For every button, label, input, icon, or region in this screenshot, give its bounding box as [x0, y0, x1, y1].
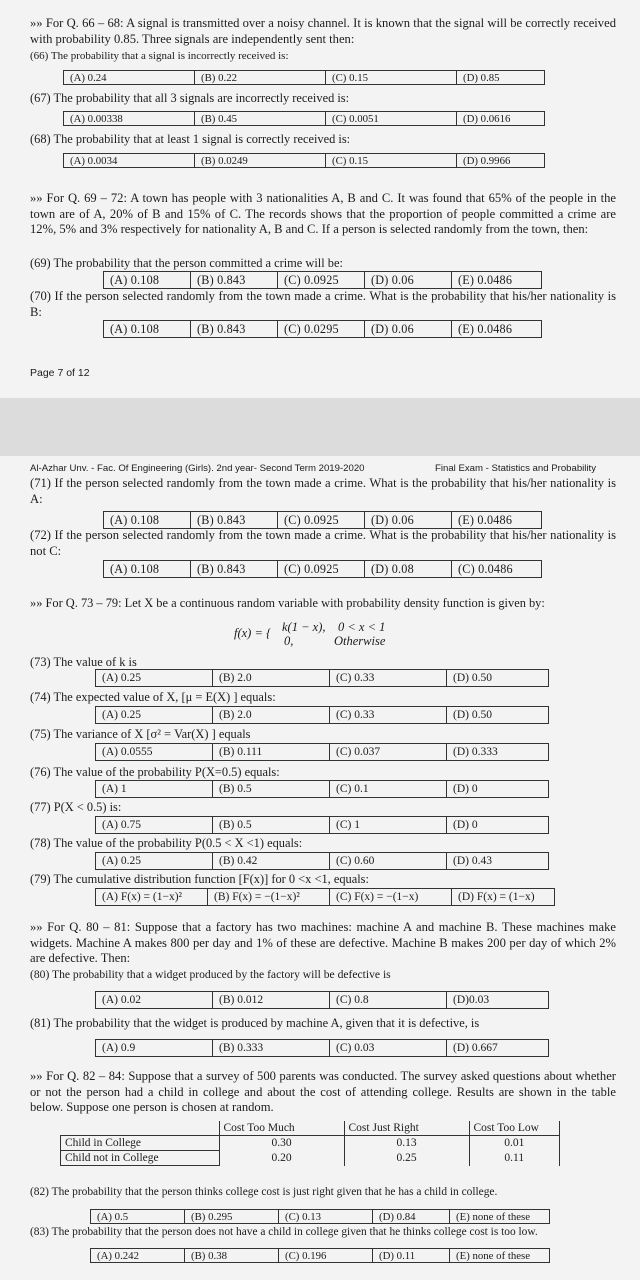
option-82-c[interactable]: (C) 0.13 — [279, 1210, 373, 1224]
option-83-b[interactable]: (B) 0.38 — [185, 1249, 279, 1263]
option-66-b[interactable]: (B) 0.22 — [195, 71, 326, 85]
survey-cell: 0.13 — [344, 1136, 469, 1151]
question-76: (76) The value of the probability P(X=0.5) equals: — [30, 765, 280, 779]
page-break — [0, 398, 640, 456]
option-79-b[interactable]: (B) F(x) = −(1−x)² — [208, 889, 330, 906]
survey-cell: 0.25 — [344, 1151, 469, 1166]
option-74-c[interactable]: (C) 0.33 — [330, 707, 447, 724]
survey-cell: 0.11 — [469, 1151, 560, 1166]
option-67-d[interactable]: (D) 0.0616 — [457, 112, 545, 126]
question-75: (75) The variance of X [σ² = Var(X) ] equals — [30, 727, 251, 741]
option-73-a[interactable]: (A) 0.25 — [96, 670, 213, 687]
survey-header-blank — [61, 1121, 220, 1136]
option-81-c[interactable]: (C) 0.03 — [330, 1040, 447, 1057]
option-75-a[interactable]: (A) 0.0555 — [96, 744, 213, 761]
option-74-a[interactable]: (A) 0.25 — [96, 707, 213, 724]
question-70: (70) If the person selected randomly from the town made a crime. What is the probability that his/her nationality is B: — [30, 289, 616, 319]
option-70-a[interactable]: (A) 0.108 — [104, 321, 191, 338]
option-78-d[interactable]: (D) 0.43 — [447, 853, 549, 870]
options-78 — [95, 852, 549, 870]
intro-q69-72: »» For Q. 69 – 72: A town has people with 3 nationalities A, B and C. It was found that 65% of the people in the town are of A, 20% of B and 15% of C. The records shows that the proportion of people committed a crime are 12%, 5% and 3% respectively for nationality A, B and C. If a person is selected randomly from the town, then: — [30, 191, 616, 236]
options-73 — [95, 669, 549, 687]
options-67 — [63, 111, 545, 126]
options-70 — [103, 320, 542, 338]
page-number: Page 7 of 12 — [30, 367, 90, 379]
option-72-b[interactable]: (B) 0.843 — [191, 561, 278, 578]
option-68-a[interactable]: (A) 0.0034 — [64, 154, 195, 168]
option-77-d[interactable]: (D) 0 — [447, 817, 549, 834]
option-69-e[interactable]: (E) 0.0486 — [452, 272, 542, 289]
option-74-b[interactable]: (B) 2.0 — [213, 707, 330, 724]
question-69: (69) The probability that the person committed a crime will be: — [30, 256, 343, 270]
intro-q80-81: »» For Q. 80 – 81: Suppose that a factory has two machines: machine A and machine B. These machines make widgets. Machine A makes 800 per day and 1% of these are defective. Machine B makes 200 per day of which 2% are defective. Then: — [30, 920, 616, 965]
option-66-c[interactable]: (C) 0.15 — [326, 71, 457, 85]
question-68: (68) The probability that at least 1 signal is correctly received is: — [30, 132, 351, 146]
option-69-a[interactable]: (A) 0.108 — [104, 272, 191, 289]
options-71 — [103, 511, 542, 529]
question-79: (79) The cumulative distribution function [F(x)] for 0 <x <1, equals: — [30, 872, 369, 886]
option-81-b[interactable]: (B) 0.333 — [213, 1040, 330, 1057]
option-81-a[interactable]: (A) 0.9 — [96, 1040, 213, 1057]
option-78-b[interactable]: (B) 0.42 — [213, 853, 330, 870]
question-74: (74) The expected value of X, [μ = E(X) ] equals: — [30, 690, 276, 704]
option-80-d[interactable]: (D)0.03 — [447, 992, 549, 1009]
option-80-a[interactable]: (A) 0.02 — [96, 992, 213, 1009]
intro-q73-79: »» For Q. 73 – 79: Let X be a continuous random variable with probability density function is given by: — [30, 596, 545, 610]
option-83-c[interactable]: (C) 0.196 — [279, 1249, 373, 1263]
question-67: (67) The probability that all 3 signals are incorrectly received is: — [30, 91, 350, 105]
survey-row-label: Child in College — [61, 1136, 220, 1151]
option-72-a[interactable]: (A) 0.108 — [104, 561, 191, 578]
option-66-a[interactable]: (A) 0.24 — [64, 71, 195, 85]
exam-page-8 — [0, 456, 640, 1280]
survey-table — [60, 1121, 560, 1166]
option-83-e[interactable]: (E) none of these — [450, 1249, 550, 1263]
survey-header-col1: Cost Too Much — [219, 1121, 344, 1136]
option-82-d[interactable]: (D) 0.84 — [373, 1210, 450, 1224]
option-83-a[interactable]: (A) 0.242 — [91, 1249, 185, 1263]
option-75-b[interactable]: (B) 0.111 — [213, 744, 330, 761]
option-76-b[interactable]: (B) 0.5 — [213, 781, 330, 798]
question-66: (66) The probability that a signal is incorrectly received is: — [30, 50, 289, 62]
options-77 — [95, 816, 549, 834]
question-71: (71) If the person selected randomly from the town made a crime. What is the probability that his/her nationality is A: — [30, 476, 616, 506]
options-83 — [90, 1248, 550, 1263]
option-72-d[interactable]: (D) 0.08 — [365, 561, 452, 578]
options-79 — [95, 888, 555, 906]
question-78: (78) The value of the probability P(0.5 < X <1) equals: — [30, 836, 303, 850]
options-68 — [63, 153, 545, 168]
options-80 — [95, 991, 549, 1009]
option-82-b[interactable]: (B) 0.295 — [185, 1210, 279, 1224]
options-76 — [95, 780, 549, 798]
survey-cell: 0.20 — [219, 1151, 344, 1166]
question-82: (82) The probability that the person thinks college cost is just right given that he has a child in college. — [30, 1186, 498, 1198]
options-72 — [103, 560, 542, 578]
question-83: (83) The probability that the person does not have a child in college given that he thinks college cost is too low. — [30, 1226, 538, 1238]
option-78-c[interactable]: (C) 0.60 — [330, 853, 447, 870]
option-76-d[interactable]: (D) 0 — [447, 781, 549, 798]
option-80-c[interactable]: (C) 0.8 — [330, 992, 447, 1009]
running-header-right: Final Exam - Statistics and Probability — [435, 463, 597, 474]
option-83-d[interactable]: (D) 0.11 — [373, 1249, 450, 1263]
options-66 — [63, 70, 545, 85]
question-72: (72) If the person selected randomly from the town made a crime. What is the probability that his/her nationality is not C: — [30, 528, 616, 558]
option-80-b[interactable]: (B) 0.012 — [213, 992, 330, 1009]
intro-q66-68: »» For Q. 66 – 68: A signal is transmitted over a noisy channel. It is known that the signal will be correctly received with probability 0.85. Three signals are independently sent then: — [30, 16, 616, 46]
option-70-c[interactable]: (C) 0.0295 — [278, 321, 365, 338]
options-82 — [90, 1209, 550, 1224]
option-77-c[interactable]: (C) 1 — [330, 817, 447, 834]
option-76-a[interactable]: (A) 1 — [96, 781, 213, 798]
options-69 — [103, 271, 542, 289]
option-77-b[interactable]: (B) 0.5 — [213, 817, 330, 834]
option-70-d[interactable]: (D) 0.06 — [365, 321, 452, 338]
option-74-d[interactable]: (D) 0.50 — [447, 707, 549, 724]
option-69-c[interactable]: (C) 0.0925 — [278, 272, 365, 289]
option-72-e[interactable]: (C) 0.0486 — [452, 561, 542, 578]
option-73-c[interactable]: (C) 0.33 — [330, 670, 447, 687]
option-70-b[interactable]: (B) 0.843 — [191, 321, 278, 338]
option-71-d[interactable]: (D) 0.06 — [365, 512, 452, 529]
question-73: (73) The value of k is — [30, 655, 137, 669]
option-67-c[interactable]: (C) 0.0051 — [326, 112, 457, 126]
survey-cell: 0.01 — [469, 1136, 560, 1151]
option-79-d[interactable]: (D) F(x) = (1−x) — [452, 889, 555, 906]
pdf-case-1: k(1 − x), 0 < x < 1 — [282, 620, 386, 634]
survey-header-col2: Cost Just Right — [344, 1121, 469, 1136]
option-67-a[interactable]: (A) 0.00338 — [64, 112, 195, 126]
option-71-a[interactable]: (A) 0.108 — [104, 512, 191, 529]
option-68-b[interactable]: (B) 0.0249 — [195, 154, 326, 168]
option-76-c[interactable]: (C) 0.1 — [330, 781, 447, 798]
option-67-b[interactable]: (B) 0.45 — [195, 112, 326, 126]
option-81-d[interactable]: (D) 0.667 — [447, 1040, 549, 1057]
question-80: (80) The probability that a widget produced by the factory will be defective is — [30, 968, 391, 981]
option-68-d[interactable]: (D) 0.9966 — [457, 154, 545, 168]
option-71-b[interactable]: (B) 0.843 — [191, 512, 278, 529]
pdf-case-2: 0, Otherwise — [284, 634, 386, 648]
option-73-d[interactable]: (D) 0.50 — [447, 670, 549, 687]
option-71-e[interactable]: (E) 0.0486 — [452, 512, 542, 529]
intro-q82-84: »» For Q. 82 – 84: Suppose that a survey of 500 parents was conducted. The survey asked questions about whether or not the person had a child in college and about the cost of attending college. Results are shown in the table below. Suppose one person is chosen at random. — [30, 1069, 616, 1114]
options-74 — [95, 706, 549, 724]
survey-header-col3: Cost Too Low — [469, 1121, 560, 1136]
exam-page-7 — [0, 0, 640, 398]
running-header-left: Al-Azhar Unv. - Fac. Of Engineering (Girls). 2nd year- Second Term 2019-2020 — [30, 463, 365, 474]
option-82-a[interactable]: (A) 0.5 — [91, 1210, 185, 1224]
option-73-b[interactable]: (B) 2.0 — [213, 670, 330, 687]
option-79-a[interactable]: (A) F(x) = (1−x)² — [96, 889, 208, 906]
option-75-c[interactable]: (C) 0.037 — [330, 744, 447, 761]
survey-row-label: Child not in College — [61, 1151, 220, 1166]
pdf-lhs: f(x) = { — [234, 626, 272, 640]
options-81 — [95, 1039, 549, 1057]
option-66-d[interactable]: (D) 0.85 — [457, 71, 545, 85]
options-75 — [95, 743, 549, 761]
option-71-c[interactable]: (C) 0.0925 — [278, 512, 365, 529]
option-79-c[interactable]: (C) F(x) = −(1−x) — [330, 889, 452, 906]
survey-cell: 0.30 — [219, 1136, 344, 1151]
option-68-c[interactable]: (C) 0.15 — [326, 154, 457, 168]
option-69-d[interactable]: (D) 0.06 — [365, 272, 452, 289]
option-77-a[interactable]: (A) 0.75 — [96, 817, 213, 834]
option-75-d[interactable]: (D) 0.333 — [447, 744, 549, 761]
question-81: (81) The probability that the widget is produced by machine A, given that it is defective, is — [30, 1016, 480, 1030]
option-69-b[interactable]: (B) 0.843 — [191, 272, 278, 289]
option-78-a[interactable]: (A) 0.25 — [96, 853, 213, 870]
option-82-e[interactable]: (E) none of these — [450, 1210, 550, 1224]
option-70-e[interactable]: (E) 0.0486 — [452, 321, 542, 338]
question-77: (77) P(X < 0.5) is: — [30, 800, 122, 814]
option-72-c[interactable]: (C) 0.0925 — [278, 561, 365, 578]
